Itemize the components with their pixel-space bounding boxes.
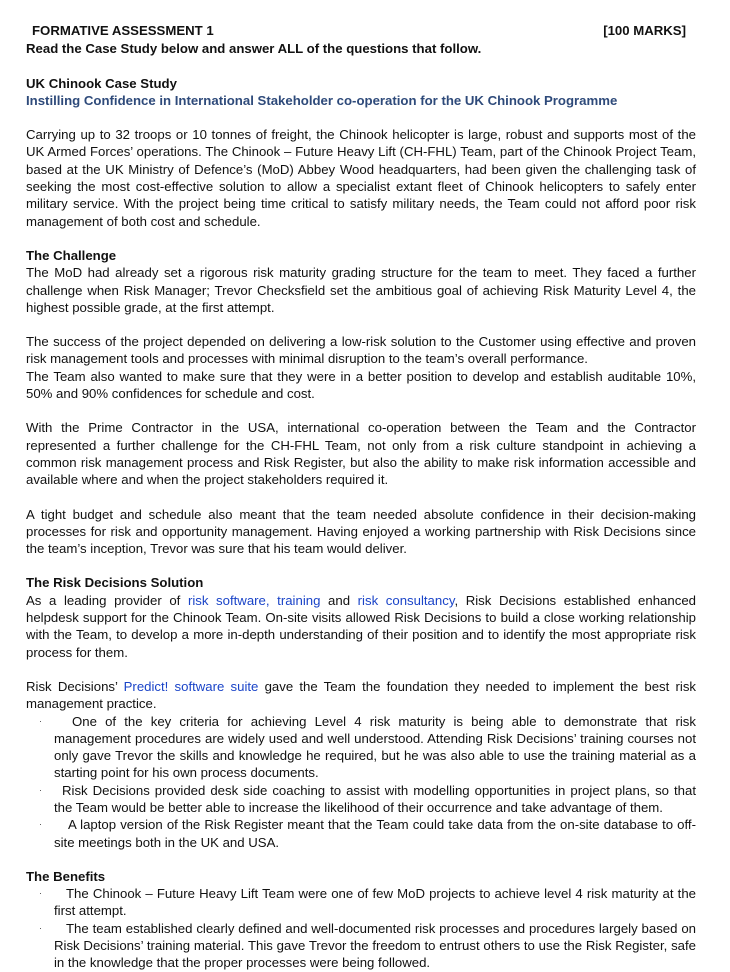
solution-text-e: gave the Team the foundation they needed to implement the best risk management practice. <box>26 678 697 712</box>
assessment-title: FORMATIVE ASSESSMENT 1 <box>32 23 214 38</box>
solution-text-b: and <box>320 592 358 608</box>
case-subtitle: Instilling Confidence in International Stakeholder co-operation for the UK Chinook Programme <box>26 92 618 108</box>
challenge-paragraph-3: The Team also wanted to make sure that they were in a better position to develop and establish auditable 10%, 50% and 90% confidences for schedule and cost. <box>26 368 696 402</box>
assessment-header <box>26 22 696 39</box>
list-item <box>26 816 696 851</box>
list-item <box>26 782 696 817</box>
challenge-paragraph-1: The MoD had already set a rigorous risk maturity grading structure for the team to meet. They faced a further challenge when Risk Manager; Trevor Checksfield set the ambitious goal of achieving Risk Maturity Level 4, the highest possible grade, at the first attempt. <box>26 265 696 315</box>
bullet-icon: · <box>39 922 42 933</box>
bullet-icon: · <box>39 784 42 795</box>
benefits-bullet-1: The Chinook – Future Heavy Lift Team were one of few MoD projects to achieve level 4 risk maturity at the first attempt. <box>54 886 696 919</box>
case-intro: Carrying up to 32 troops or 10 tonnes of freight, the Chinook helicopter is large, robust and supports most of the UK Armed Forces’ operations. The Chinook – Future Heavy Lift (CH-FHL) Team, part of the Chinook Project Team, based at the UK Ministry of Defence’s (MoD) Abbey Wood headquarters, had been given the challenging task of seeking the most cost-effective solution to allow a specialist extant fleet of Chinook helicopters to safely enter military service. With the project being time critical to satisfy military needs, the Team could not afford poor risk management of both cost and schedule. <box>26 127 696 229</box>
solution-text-c: , Risk Decisions established enhanced helpdesk support for the Chinook Team. On-site visits allowed Risk Decisions to build a close working relationship with the Team, to develop a more in-depth understanding of their position and to identify the most appropriate risk process for them. <box>26 592 696 660</box>
challenge-paragraph-4: With the Prime Contractor in the USA, international co-operation between the Team and the Contractor represented a further challenge for the CH-FHL Team, not only from a risk culture standpoint in achieving a common risk management process and Risk Register, but also the ability to make risk information accessible and available where and when the project stakeholders required it. <box>26 420 696 488</box>
solution-text-d: Risk Decisions’ <box>26 678 124 694</box>
list-item <box>26 713 696 782</box>
bullet-icon: · <box>39 819 42 830</box>
solution-text-a: As a leading provider of <box>26 592 188 608</box>
solution-heading: The Risk Decisions Solution <box>26 575 204 591</box>
list-item <box>26 920 696 972</box>
benefits-bullet-2: The team established clearly defined and well-documented risk processes and procedures largely based on Risk Decisions’ training material. This gave Trevor the freedom to entrust others to use the Risk Register, safe in the knowledge that the proper processes were being followed. <box>54 920 696 971</box>
instruction: Read the Case Study below and answer ALL of the questions that follow. <box>26 41 482 57</box>
document-page <box>26 22 696 972</box>
challenge-paragraph-2: The success of the project depended on delivering a low-risk solution to the Customer using effective and proven risk management tools and processes with minimal disruption to the team’s overall performance. <box>26 334 696 367</box>
total-marks: [100 MARKS] <box>603 23 686 38</box>
solution-paragraph-2 <box>26 678 696 713</box>
predict-software-link[interactable]: Predict! software suite <box>123 678 259 694</box>
risk-software-training-link[interactable]: risk software, training <box>187 592 321 608</box>
solution-bullet-3: A laptop version of the Risk Register meant that the Team could take data from the on-site database to off-site meetings both in the UK and USA. <box>54 817 696 850</box>
solution-paragraph-1 <box>26 592 696 661</box>
challenge-heading: The Challenge <box>26 247 117 263</box>
list-item <box>26 885 696 920</box>
bullet-icon: · <box>39 888 42 899</box>
risk-consultancy-link[interactable]: risk consultancy <box>357 592 455 608</box>
solution-bullet-1: One of the key criteria for achieving Level 4 risk maturity is being able to demonstrate that risk management procedures are widely used and well understood. Attending Risk Decisions’ training courses not only gave Trevor the skills and knowledge he required, but he was also able to use the training material as a starting point for his own process documents. <box>54 713 696 781</box>
bullet-icon: · <box>39 715 42 726</box>
solution-bullet-2: Risk Decisions provided desk side coaching to assist with modelling opportunities in project plans, so that the Team would be better able to increase the likelihood of their occurrence and take advantage of them. <box>54 782 696 815</box>
challenge-paragraph-5: A tight budget and schedule also meant that the team needed absolute confidence in their decision-making processes for risk and opportunity management. Having enjoyed a working partnership with Risk Decisions since the team’s inception, Trevor was sure that his team would deliver. <box>26 506 696 557</box>
case-title: UK Chinook Case Study <box>26 75 177 91</box>
benefits-heading: The Benefits <box>26 868 106 884</box>
